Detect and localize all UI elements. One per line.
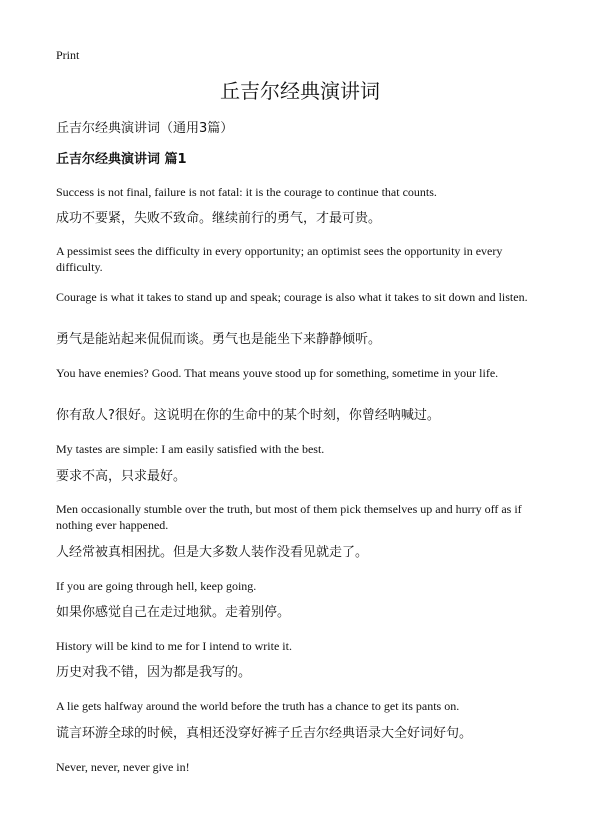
quote-chinese: 谎言环游全球的时候，真相还没穿好裤子丘吉尔经典语录大全好词好句。 [56, 726, 473, 741]
quote-english: Never, never, never give in! [56, 760, 190, 774]
quote-english: Men occasionally stumble over the truth, but most of them pick themselves up and hurry off as if nothing ever happened. [56, 502, 522, 532]
quote-english: My tastes are simple: I am easily satisfied with the best. [56, 442, 325, 456]
quote-chinese: 人经常被真相困扰。但是大多数人装作没看见就走了。 [56, 545, 369, 560]
quote-english: A lie gets halfway around the world before the truth has a chance to get its pants on. [56, 699, 460, 713]
quote-chinese: 历史对我不错，因为都是我写的。 [56, 665, 252, 680]
quote-english: If you are going through hell, keep going. [56, 579, 257, 593]
document-title: 丘吉尔经典演讲词 [220, 79, 380, 103]
document-subtitle: 丘吉尔经典演讲词（通用3篇） [56, 121, 234, 136]
quote-english: Courage is what it takes to stand up and speak; courage is also what it takes to sit down and listen. [56, 290, 528, 304]
quote-english: You have enemies? Good. That means youve stood up for something, sometime in your life. [56, 366, 499, 380]
print-label: Print [56, 48, 80, 62]
quote-chinese: 如果你感觉自己在走过地狱。走着别停。 [56, 605, 291, 620]
quote-chinese: 你有敌人?很好。这说明在你的生命中的某个时刻，你曾经呐喊过。 [56, 408, 440, 423]
quote-english: A pessimist sees the difficulty in every opportunity; an optimist sees the opportunity in every difficulty. [56, 244, 503, 274]
quote-chinese: 勇气是能站起来侃侃而谈。勇气也是能坐下来静静倾听。 [56, 332, 382, 347]
section-heading: 丘吉尔经典演讲词 篇1 [56, 152, 187, 167]
quote-chinese: 要求不高，只求最好。 [56, 469, 187, 484]
quote-english: Success is not final, failure is not fatal: it is the courage to continue that counts. [56, 185, 437, 199]
quote-chinese: 成功不要紧，失败不致命。继续前行的勇气，才最可贵。 [56, 211, 382, 226]
quote-english: History will be kind to me for I intend to write it. [56, 639, 292, 653]
